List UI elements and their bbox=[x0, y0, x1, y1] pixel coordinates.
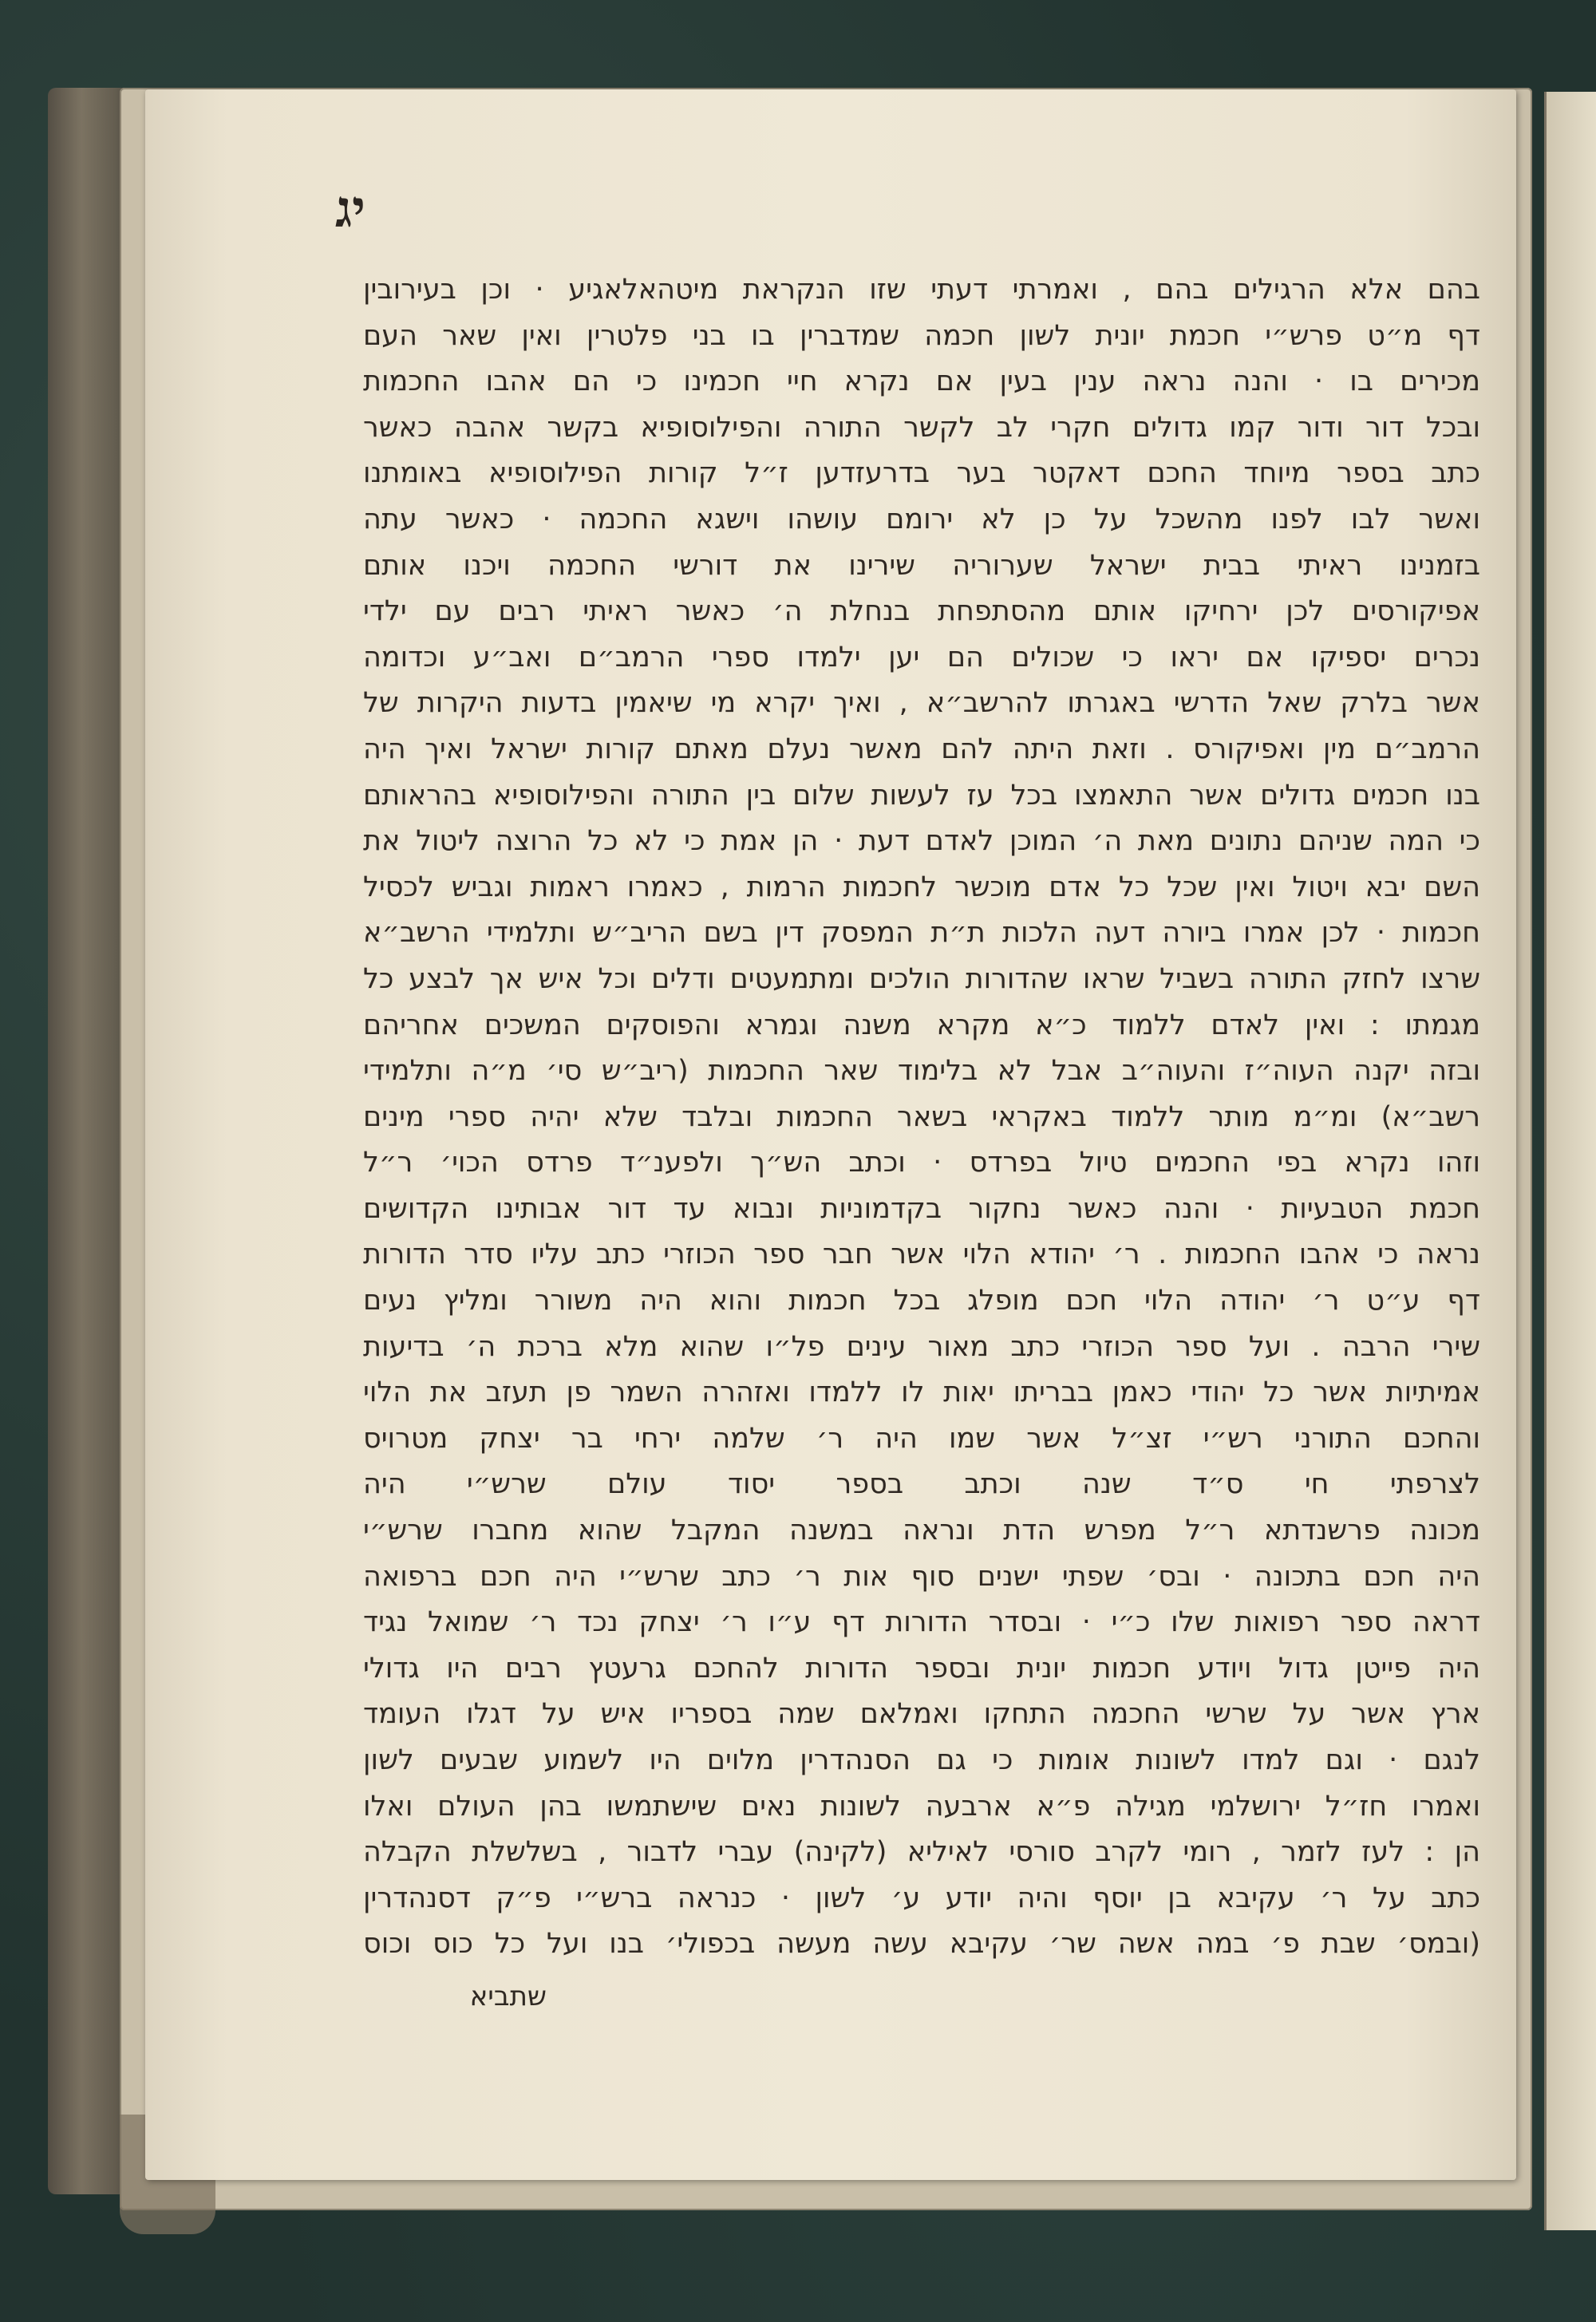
text-line: בזמנינו ראיתי בבית ישראל שערוריה שירינו את דורשי החכמה ויכנו אותם bbox=[363, 549, 1480, 582]
text-line: נראה כי אהבו החכמות . ר׳ יהודא הלוי אשר חבר ספר הכוזרי כתב עליו סדר הדורות bbox=[363, 1238, 1480, 1271]
text-line: חכמת הטבעיות · והנה כאשר נחקור בקדמוניות ונבוא עד דור אבותינו הקדושים bbox=[363, 1192, 1480, 1225]
text-line: הרמב״ם מין ואפיקורס . וזאת היתה להם מאשר נעלם מאתם קורות ישראל ואיך היה bbox=[363, 733, 1480, 765]
catchword: שתביא bbox=[469, 1980, 547, 2012]
text-line: מגמתו : ואין לאדם ללמוד כ״א מקרא משנה וגמרא והפוסקים המשכים אחריהם bbox=[363, 1009, 1480, 1041]
page-text-block bbox=[363, 267, 1480, 1968]
text-line: דף מ״ט פרש״י חכמת יונית לשון חכמה שמדברין בו בני פלטרין ואין שאר העם bbox=[363, 319, 1480, 352]
text-line: היה חכם בתכונה · ובס׳ שפתי ישנים סוף אות ר׳ כתב שרש״י היה חכם ברפואה bbox=[363, 1560, 1480, 1593]
text-line: רשב״א) ומ״מ מותר ללמוד באקראי בשאר החכמות ובלבד שלא יהיה ספרי מינים bbox=[363, 1100, 1480, 1133]
text-line: ובזה יקנה העוה״ז והעוה״ב אבל לא בלימוד שאר החכמות (ריב״ש סי׳ מ״ה ותלמידי bbox=[363, 1055, 1480, 1088]
text-line: והחכם התורני רש״י זצ״ל אשר שמו היה ר׳ שלמה ירחי בר יצחק מטרויס bbox=[363, 1422, 1480, 1455]
text-line: לצרפתי חי ס״ד שנה וכתב בספר יסוד עולם שרש״י היה bbox=[363, 1468, 1480, 1501]
text-line: בנו חכמים גדולים אשר התאמצו בכל עז לעשות שלום בין התורה והפילוסופיא בהראותם bbox=[363, 779, 1480, 812]
page-number: יג bbox=[335, 180, 365, 239]
text-line: כתב על ר׳ עקיבא בן יוסף והיה יודע ע׳ לשון · כנראה ברש״י פ״ק דסנהדרין bbox=[363, 1882, 1480, 1914]
text-line: שירי הרבה . ועל ספר הכוזרי כתב מאור עינים פל״ו שהוא מלא ברכת ה׳ בדיעות bbox=[363, 1330, 1480, 1363]
text-line: בהם אלא הרגילים בהם , ואמרתי דעתי שזו הנקראת מיטהאלאגיע · וכן בעירובין bbox=[363, 274, 1480, 306]
text-line: כי המה שניהם נתונים מאת ה׳ המוכן לאדם דעת · הן אמת כי לא כל הרוצה ליטול את bbox=[363, 825, 1480, 858]
text-line: אפיקורסים לכן ירחיקו אותם מהסתפחת בנחלת ה׳ כאשר ראיתי רבים עם ילדי bbox=[363, 595, 1480, 628]
text-line: דראה ספר רפואות שלו כ״י · ובסדר הדורות דף ע״ו ר׳ יצחק נכד ר׳ שמואל נגיד bbox=[363, 1606, 1480, 1639]
text-line: מכירים בו · והנה נראה ענין בעין אם נקרא חיי חכמינו כי הם אהבו החכמות bbox=[363, 365, 1480, 398]
text-line: ובכל דור ודור קמו גדולים חקרי לב לקשר התורה והפילוסופיא בקשר אהבה כאשר bbox=[363, 411, 1480, 444]
text-line: היה פייטן גדול ויודע חכמות יונית ובספר הדורות להחכם גרעטץ רבים היו גדולי bbox=[363, 1652, 1480, 1684]
text-line: לנגם · וגם למדו לשונות אומות כי גם הסנהדרין מלוים היו לשמוע שבעים לשון bbox=[363, 1744, 1480, 1776]
text-line: אשר בלרק שאל הדרשי באגרתו להרשב״א , ואיך יקרא מי שיאמין בדעות היקרות של bbox=[363, 687, 1480, 720]
text-line: השם יבא ויטול ואין שכל כל אדם מוכשר לחכמות הרמות , כאמרו ראמות וגביש לכסיל bbox=[363, 871, 1480, 903]
text-line: מכונה פרשנדתא ר״ל מפרש הדת ונראה במשנה המקבל שהוא מחברו שרש״י bbox=[363, 1514, 1480, 1547]
text-line: חכמות · לכן אמרו ביורה דעה הלכות ת״ת המפסק דין בשם הריב״ש ותלמידי הרשב״א bbox=[363, 917, 1480, 950]
text-line: ואשר לבו לפנו מהשכל על כן לא ירומם עושהו וישגא החכמה · כאשר עתה bbox=[363, 503, 1480, 535]
text-line: דף ע״ט ר׳ יהודה הלוי חכם מופלג בכל חכמות והוא היה משורר ומליץ נעים bbox=[363, 1285, 1480, 1317]
text-line: (ובמס׳ שבת פ׳ במה אשה שר׳ עקיבא עשה מעשה בכפולי׳ בנו ועל כל כוס וכוס bbox=[363, 1928, 1480, 1961]
text-line: אמיתיות אשר כל יהודי כאמן בבריתו יאות לו ללמדו ואזהרה השמר פן תעזב את הלוי bbox=[363, 1376, 1480, 1409]
text-line: שרצו לחזק התורה בשביל שראו שהדורות הולכים ומתמעטים ודלים וכל איש אך לבצע כל bbox=[363, 962, 1480, 995]
facing-page-edge bbox=[1544, 92, 1596, 2230]
text-line: כתב בספר מיוחד החכם דאקטר בער בדרעזדען ז״ל קורות הפילוסופיא באומתנו bbox=[363, 457, 1480, 490]
text-line: וזהו נקרא בפי החכמים טיול בפרדס · וכתב הש״ך ולפענ״ד פרדס הכוי׳ ר״ל bbox=[363, 1147, 1480, 1179]
text-line: נכרים יספיקו אם יראו כי שכולים הם יען ילמדו ספרי הרמב״ם ואב״ע וכדומה bbox=[363, 641, 1480, 673]
text-line: הן : לעז לזמר , רומי לקרב סורסי לאיליא (לקינה) עברי לדבור , בשלשלת הקבלה bbox=[363, 1836, 1480, 1869]
text-line: ואמרו חז״ל ירושלמי מגילה פ״א ארבעה לשונות נאים שישתמשו בהן העולם ואלו bbox=[363, 1790, 1480, 1822]
text-line: ארץ אשר על שרשי החכמה התחקו ואמלאם שמה בספריו איש על דגלו העומד bbox=[363, 1698, 1480, 1731]
